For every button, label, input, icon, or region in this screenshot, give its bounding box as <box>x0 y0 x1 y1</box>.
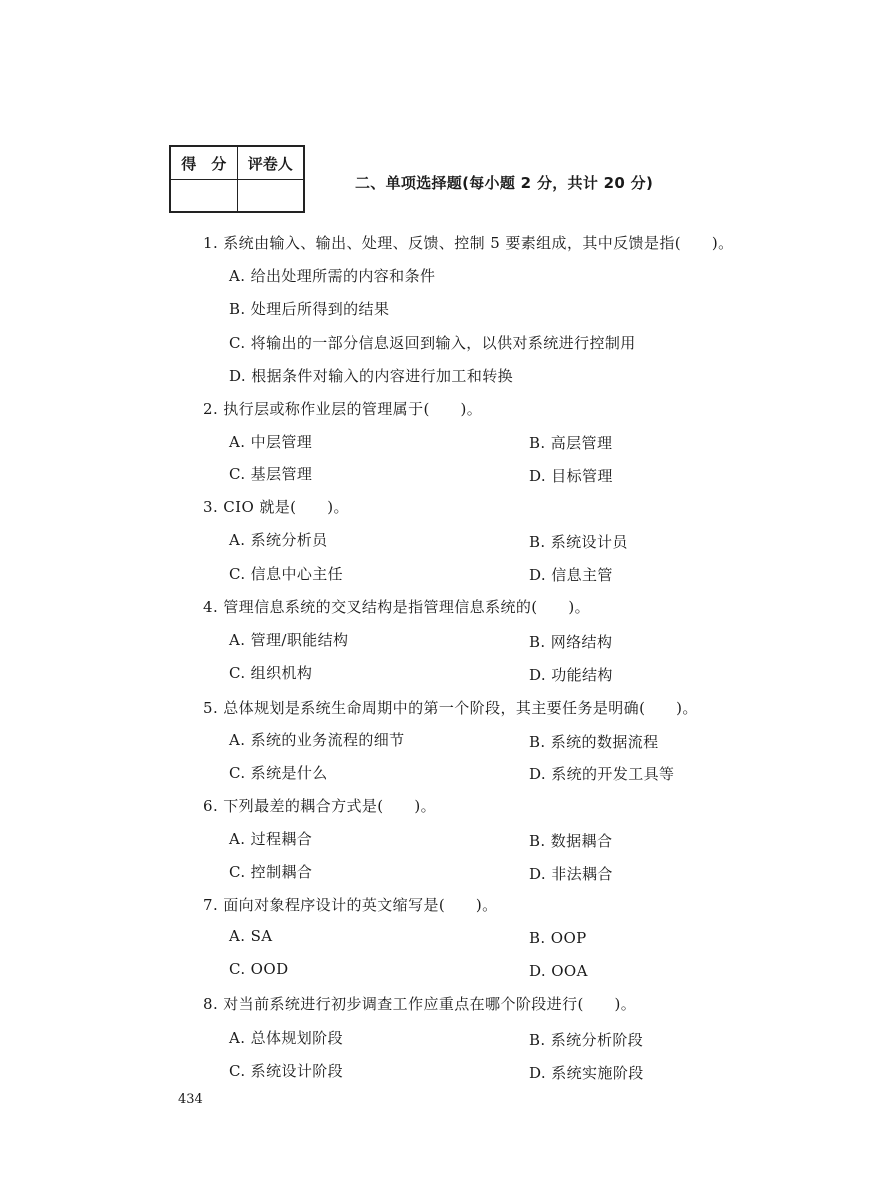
option: D. 系统实施阶段 <box>529 1064 644 1082</box>
score-label: 得 分 <box>170 146 237 180</box>
question-stem: 3. CIO 就是( )。 <box>203 498 349 516</box>
option: B. 系统设计员 <box>529 533 628 551</box>
grader-cell <box>237 180 304 213</box>
option: A. 管理/职能结构 <box>229 631 349 649</box>
option: B. 高层管理 <box>529 434 613 452</box>
option: D. 信息主管 <box>529 566 613 584</box>
option: D. OOA <box>529 962 588 980</box>
option: B. 数据耦合 <box>529 832 613 850</box>
option: C. 系统是什么 <box>229 764 328 782</box>
question-stem: 6. 下列最差的耦合方式是( )。 <box>203 797 436 815</box>
option: D. 目标管理 <box>529 467 613 485</box>
question-stem: 1. 系统由输入、输出、处理、反馈、控制 5 要素组成，其中反馈是指( )。 <box>203 234 734 252</box>
option: B. 处理后所得到的结果 <box>229 300 390 318</box>
option: C. 系统设计阶段 <box>229 1062 344 1080</box>
question-stem: 5. 总体规划是系统生命周期中的第一个阶段，其主要任务是明确( )。 <box>203 699 698 717</box>
option: A. 系统的业务流程的细节 <box>229 731 405 749</box>
grader-label: 评卷人 <box>237 146 304 180</box>
option: D. 根据条件对输入的内容进行加工和转换 <box>229 367 514 385</box>
option: D. 功能结构 <box>529 666 613 684</box>
option: C. 控制耦合 <box>229 863 313 881</box>
option: C. 基层管理 <box>229 465 313 483</box>
question-stem: 7. 面向对象程序设计的英文缩写是( )。 <box>203 896 498 914</box>
score-cell <box>170 180 237 213</box>
option: C. OOD <box>229 960 289 978</box>
option: C. 将输出的一部分信息返回到输入，以供对系统进行控制用 <box>229 334 636 352</box>
option: B. 网络结构 <box>529 633 613 651</box>
question-stem: 8. 对当前系统进行初步调查工作应重点在哪个阶段进行( )。 <box>203 995 637 1013</box>
page-number: 434 <box>178 1092 203 1107</box>
score-table <box>169 145 305 213</box>
option: D. 系统的开发工具等 <box>529 765 675 783</box>
option: D. 非法耦合 <box>529 865 613 883</box>
option: A. 给出处理所需的内容和条件 <box>229 267 436 285</box>
option: B. OOP <box>529 929 587 947</box>
option: B. 系统的数据流程 <box>529 733 659 751</box>
option: A. 系统分析员 <box>229 531 328 549</box>
option: C. 信息中心主任 <box>229 565 344 583</box>
option: C. 组织机构 <box>229 664 313 682</box>
section-title: 二、单项选择题(每小题 2 分，共计 20 分) <box>355 174 654 192</box>
question-stem: 4. 管理信息系统的交叉结构是指管理信息系统的( )。 <box>203 598 590 616</box>
question-stem: 2. 执行层或称作业层的管理属于( )。 <box>203 400 483 418</box>
option: B. 系统分析阶段 <box>529 1031 644 1049</box>
option: A. 总体规划阶段 <box>229 1029 343 1047</box>
option: A. SA <box>229 927 273 945</box>
option: A. 过程耦合 <box>229 830 313 848</box>
option: A. 中层管理 <box>229 433 313 451</box>
